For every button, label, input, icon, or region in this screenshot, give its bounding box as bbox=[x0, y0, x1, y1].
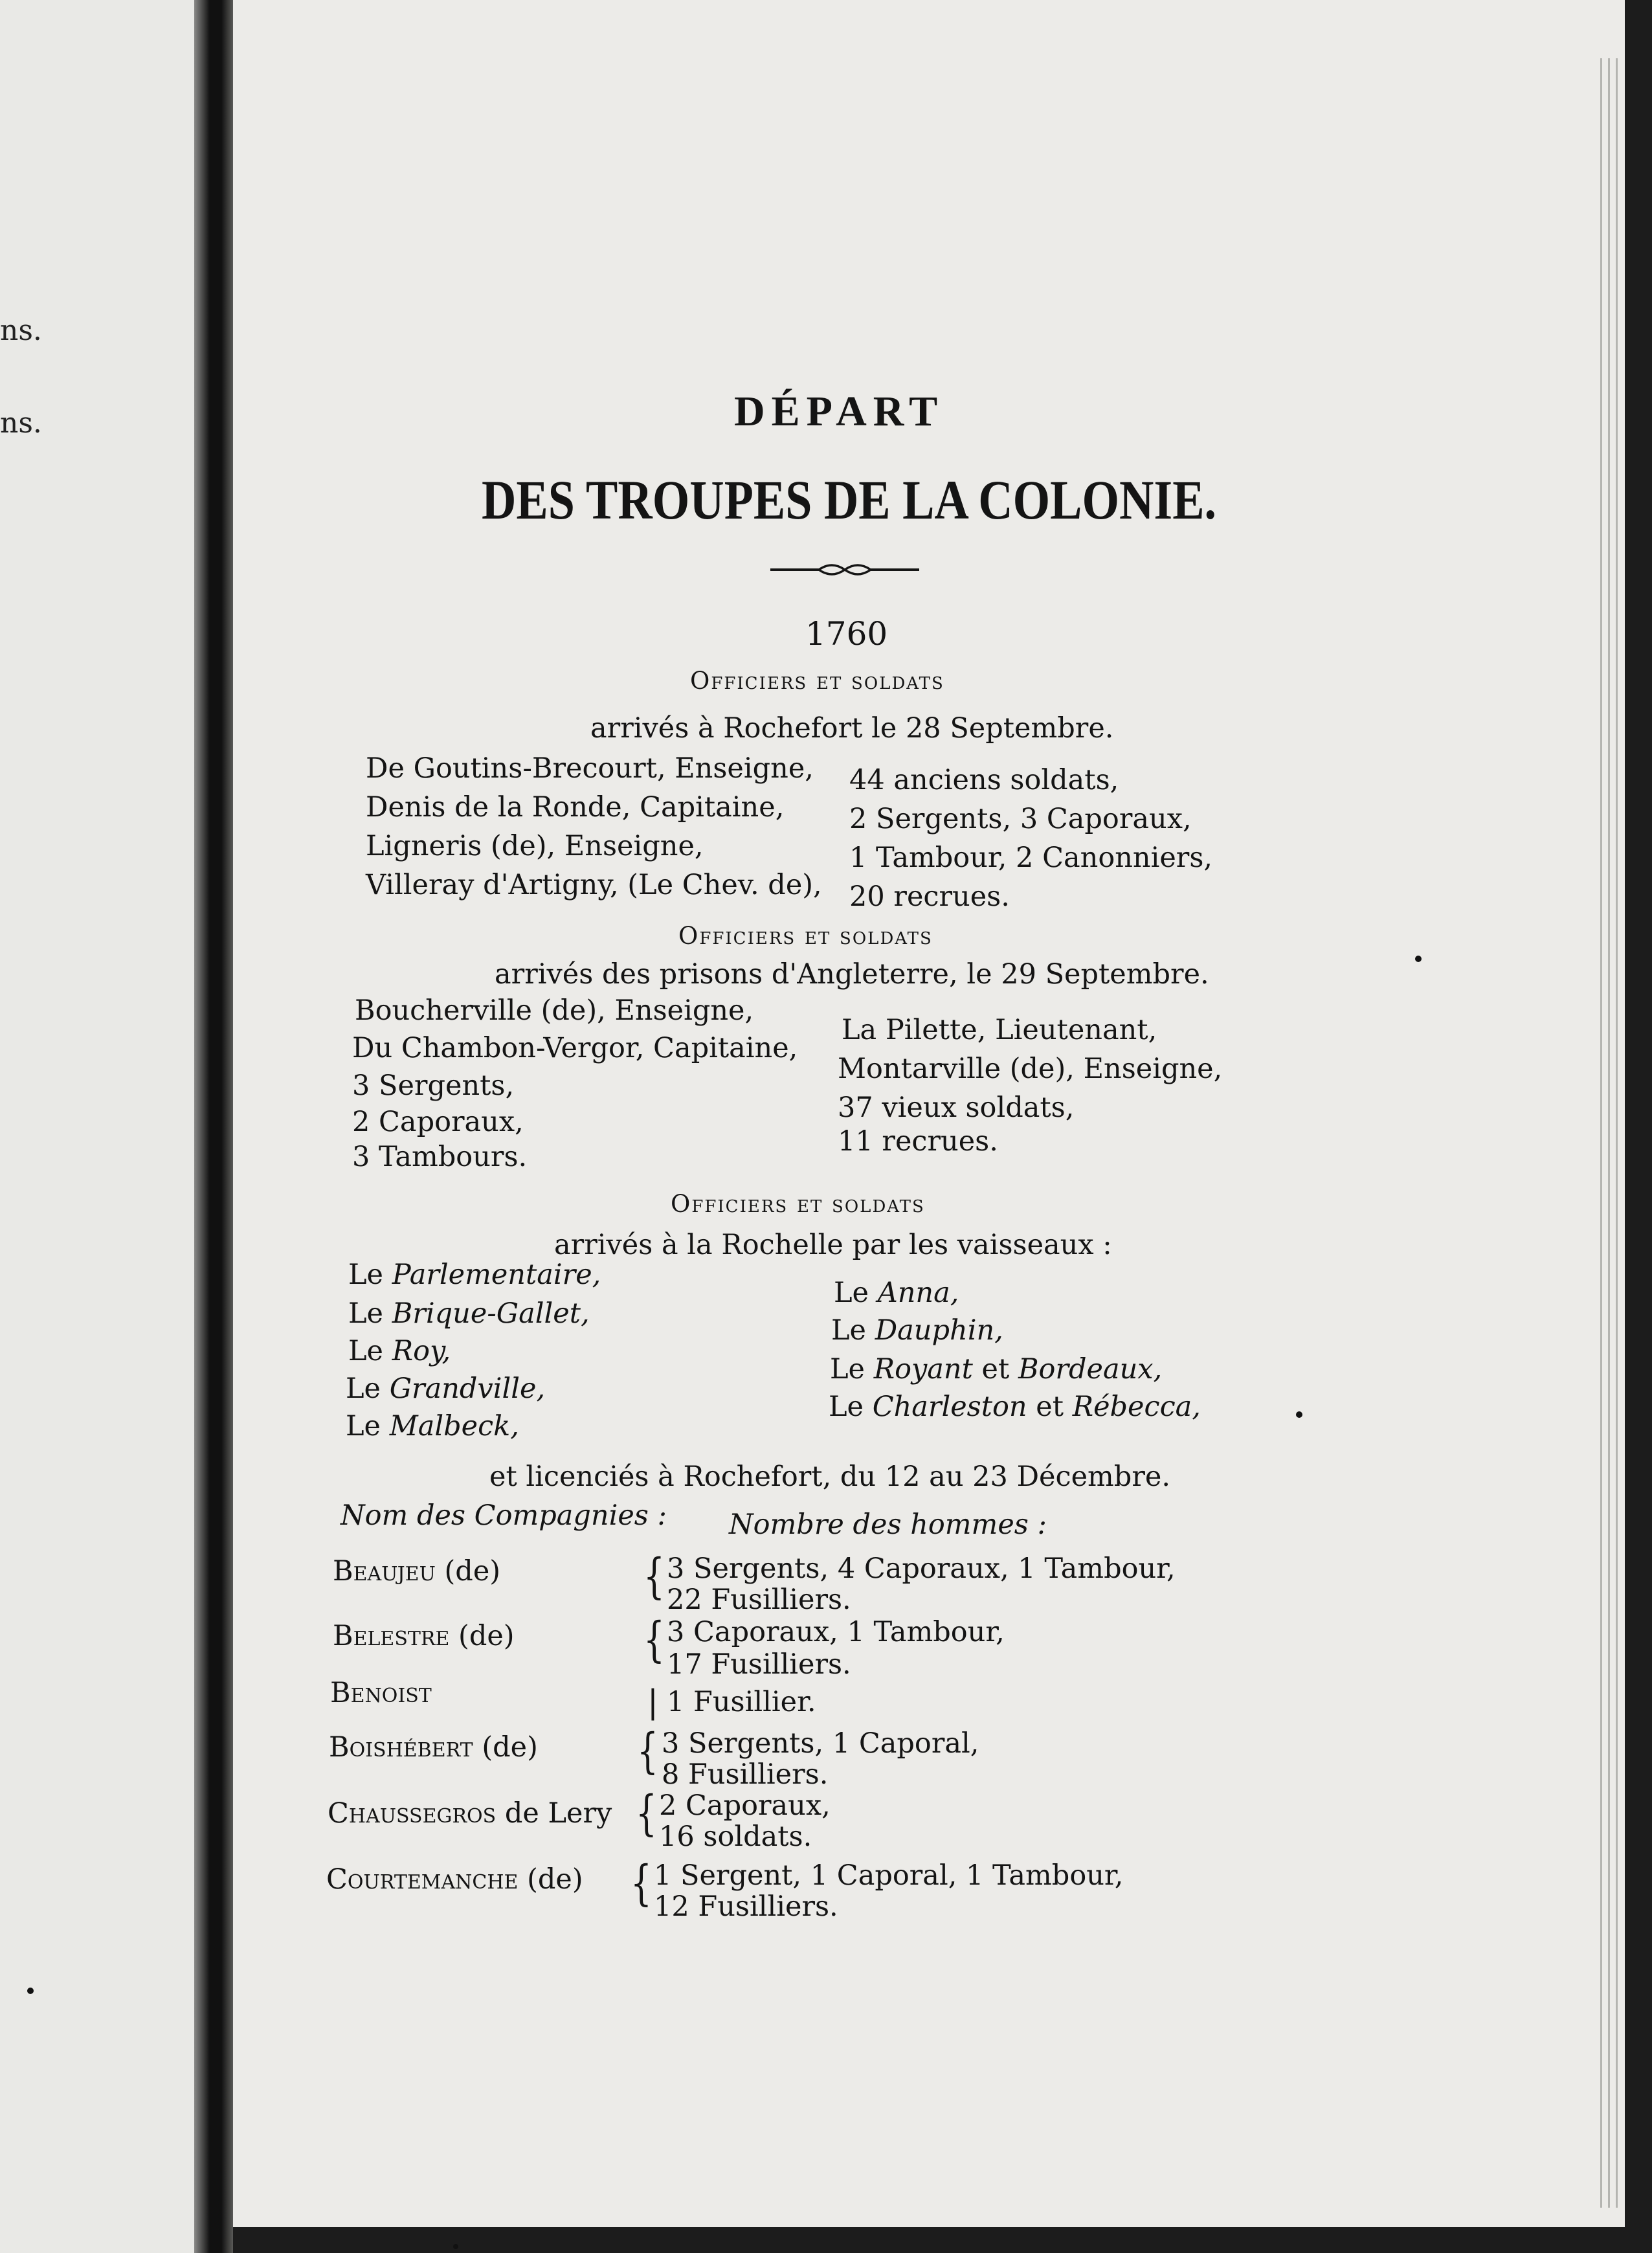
ship-name: Parlementaire, bbox=[392, 1259, 601, 1291]
company-count-line: 8 Fusilliers. bbox=[662, 1758, 829, 1791]
scan-speck bbox=[27, 1988, 34, 1994]
brace-symbol: { bbox=[636, 1786, 657, 1841]
title-line-2: DES TROUPES DE LA COLONIE. bbox=[482, 469, 1217, 531]
troop-count-entry: 37 vieux soldats, bbox=[838, 1092, 1075, 1124]
company-count-line: 1 Sergent, 1 Caporal, 1 Tambour, bbox=[654, 1859, 1124, 1892]
officer-entry: 3 Sergents, bbox=[352, 1070, 515, 1102]
ship-entry: Le Roy, bbox=[348, 1335, 451, 1367]
officer-entry: 2 Caporaux, bbox=[352, 1106, 524, 1138]
left-page-fragment: ns. bbox=[0, 407, 42, 440]
troop-count-entry: 1 Tambour, 2 Canonniers, bbox=[849, 842, 1213, 874]
page-edge-line bbox=[1600, 58, 1602, 2208]
ship-name: Brique-Gallet, bbox=[392, 1297, 590, 1330]
brace-symbol: { bbox=[643, 1549, 665, 1604]
company-name: Benoist bbox=[330, 1677, 432, 1709]
ship-name: Dauphin, bbox=[875, 1314, 1003, 1347]
troop-count-entry: 44 anciens soldats, bbox=[849, 764, 1119, 796]
brace-symbol: { bbox=[631, 1855, 652, 1911]
scan-speck bbox=[1296, 1411, 1302, 1418]
section-subheading: arrivés à la Rochelle par les vaisseaux : bbox=[554, 1229, 1112, 1261]
ship-name: Bordeaux, bbox=[1018, 1353, 1163, 1385]
company-count-line: 2 Caporaux, bbox=[659, 1789, 831, 1822]
bar-symbol: | bbox=[647, 1683, 658, 1721]
ship-entry: Le Royant et Bordeaux, bbox=[830, 1353, 1163, 1385]
company-count-line: 1 Fusillier. bbox=[667, 1686, 816, 1718]
ship-name: Royant bbox=[873, 1353, 973, 1385]
company-count-line: 12 Fusilliers. bbox=[654, 1890, 838, 1923]
company-count-line: 16 soldats. bbox=[659, 1821, 812, 1853]
officer-entry: Boucherville (de), Enseigne, bbox=[355, 994, 754, 1027]
title-line-1: DÉPART bbox=[734, 388, 944, 435]
page-edge-line bbox=[1616, 58, 1618, 2208]
company-name: Beaujeu (de) bbox=[333, 1555, 501, 1587]
company-column-header: Nom des Compagnies : bbox=[340, 1499, 667, 1532]
officer-entry: Denis de la Ronde, Capitaine, bbox=[366, 791, 785, 824]
ornament-divider bbox=[770, 557, 919, 583]
section-subheading: arrivés à Rochefort le 28 Septembre. bbox=[590, 712, 1114, 745]
company-count-line: 22 Fusilliers. bbox=[667, 1584, 851, 1616]
ship-entry: Le Grandville, bbox=[346, 1373, 546, 1405]
company-count-line: 3 Caporaux, 1 Tambour, bbox=[667, 1616, 1005, 1648]
brace-symbol: { bbox=[643, 1612, 665, 1668]
company-count-line: 3 Sergents, 4 Caporaux, 1 Tambour, bbox=[667, 1552, 1176, 1585]
ship-name: Rébecca, bbox=[1072, 1391, 1201, 1423]
section-heading: Officiers et soldats bbox=[690, 667, 944, 695]
count-column-header: Nombre des hommes : bbox=[729, 1508, 1047, 1541]
troop-count-entry: 2 Sergents, 3 Caporaux, bbox=[849, 803, 1192, 835]
section-heading: Officiers et soldats bbox=[678, 922, 933, 950]
ship-name: Grandville, bbox=[389, 1373, 546, 1405]
page-edge-line bbox=[1608, 58, 1610, 2208]
officer-entry: Villeray d'Artigny, (Le Chev. de), bbox=[366, 869, 822, 901]
company-name: Courtemanche (de) bbox=[326, 1863, 583, 1896]
officer-entry: Ligneris (de), Enseigne, bbox=[366, 830, 704, 862]
scan-speck bbox=[1415, 956, 1422, 962]
scan-speck bbox=[453, 2244, 458, 2249]
brace-symbol: { bbox=[637, 1723, 658, 1779]
company-name: Boishébert (de) bbox=[329, 1731, 538, 1764]
troop-count-entry: La Pilette, Lieutenant, bbox=[842, 1014, 1157, 1046]
left-page-fragment: ns. bbox=[0, 314, 42, 347]
section-subheading: arrivés des prisons d'Angleterre, le 29 Septembre. bbox=[495, 958, 1209, 991]
officer-entry: De Goutins-Brecourt, Enseigne, bbox=[366, 752, 814, 785]
ship-entry: Le Malbeck, bbox=[346, 1410, 519, 1442]
ship-entry: Le Brique-Gallet, bbox=[348, 1297, 590, 1330]
year-heading: 1760 bbox=[805, 615, 888, 653]
company-count-line: 17 Fusilliers. bbox=[667, 1648, 851, 1681]
troop-count-entry: 20 recrues. bbox=[849, 880, 1010, 913]
left-page-edge bbox=[0, 0, 194, 2253]
company-name: Chaussegros de Lery bbox=[328, 1797, 612, 1830]
company-name: Belestre (de) bbox=[333, 1620, 515, 1652]
ship-entry: Le Dauphin, bbox=[831, 1314, 1003, 1347]
ship-entry: Le Anna, bbox=[834, 1277, 959, 1309]
ship-name: Charleston bbox=[872, 1391, 1027, 1423]
ship-entry: Le Parlementaire, bbox=[348, 1259, 601, 1291]
ship-entry: Le Charleston et Rébecca, bbox=[829, 1391, 1201, 1423]
ship-name: Roy, bbox=[392, 1335, 451, 1367]
section-heading: Officiers et soldats bbox=[671, 1190, 925, 1218]
ship-name: Malbeck, bbox=[389, 1410, 519, 1442]
officer-entry: 3 Tambours. bbox=[352, 1141, 528, 1173]
troop-count-entry: 11 recrues. bbox=[838, 1125, 998, 1158]
troop-count-entry: Montarville (de), Enseigne, bbox=[838, 1053, 1223, 1085]
discharge-note: et licenciés à Rochefort, du 12 au 23 Décembre. bbox=[489, 1461, 1170, 1493]
ship-name: Anna, bbox=[877, 1277, 959, 1309]
book-gutter bbox=[194, 0, 233, 2253]
company-count-line: 3 Sergents, 1 Caporal, bbox=[662, 1727, 979, 1760]
officer-entry: Du Chambon-Vergor, Capitaine, bbox=[352, 1032, 798, 1064]
